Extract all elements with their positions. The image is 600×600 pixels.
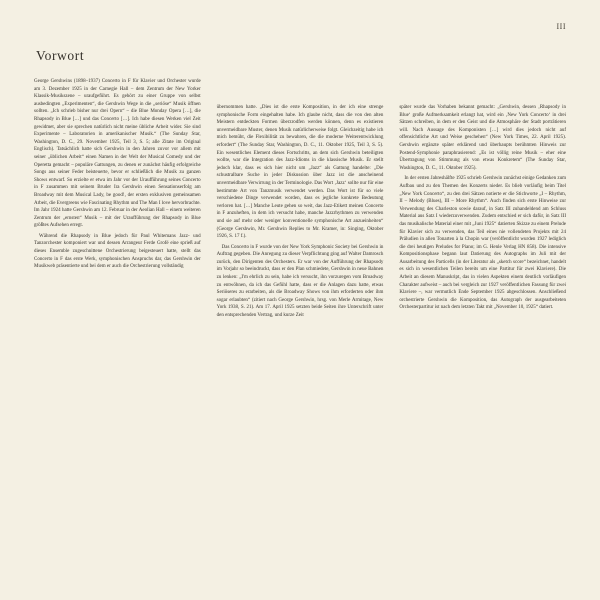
text-column-1 bbox=[34, 78, 201, 274]
paragraph: übernommen hatte. „Dies ist die erste Komposition, in der ich eine strenge symphonische Form eingehalten habe. Ich glaube nicht, dass die von den alten Meistern entdeckten Formen überzrodfen werden können, denn es existieren unvermeidbare Muster, denen Musik natürlicherweise folgt. Gleichzeitig habe ich mich bemüht, die Flexibilität zu bewahren, die die moderne Weiterentwicklung erfordert“ (The Sunday Star, Washington, D. C., 11. Oktober 1925, Teil 3, S. 5). Ein wesentliches Element dieses Fortschritts, an dem sich Gershwin beteiligten wollte, war die Integration des Jazz-Idioms in die klassische Musik. Er stellt jedoch klar, dass es sich hier nicht um „Jazz“ als Gattung handelte: „Die schustralbare Suche in jeder Diskussion über Jazz ist die anscheinend unvermeidbare Verwirrung in der Terminologie. Das Wort ‚Jazz‘ sollte nur für eine bestimmte Art von Tanzmusik verwendet werden. Das Wort ist für so viele verschiedene Dinge verwendet worden, dass es jegliche konkrete Bedeutung verloren hat. […] Manche Leute gehen so weit, das Jazz-Etikett meinen Concerto in F anzuheften, in dem ich versucht habe, manche Jazzrhythmen zu verwenden und sie auf mehr oder weniger konventionelle symphonische Art anzueinheiten“ (George Gershwin, Mr. Gershwin Replies to Mr. Kramer, in: Singing, Oktober 1926, S. 17 f.). bbox=[216, 105, 384, 240]
paragraph: Während die Rhapsody in Blue jedoch für Paul Whitemans Jazz- und Tanzorchester komponiert war und dessen Arrangeur Ferde Grofé eine sprieß auf dieses Ensemble zugeschnittene Orchestrierung beigesteuert hatte, stellt das Concerto in F das erste Werk, symphonischen Anspruchs dar, das Gershwin der Musikweb präsentierte und bei dem er auch die Orchestrierung vollständig bbox=[34, 233, 201, 270]
paragraph: George Gershwins (1898–1937) Concerto in F für Klavier und Orchester wurde am 3. Dezember 1925 in der Carnegie Hall – dem Zentrum der New Yorker Klassik-Musikszene – uraufgeführt. Es gehört zu einer Gruppe von selbst ausbedingten „Experimenten“, die Gershwin Wege in die „seriöse“ Musik öffnen sollten. „Ich schrieb bisher nur drei Opern“ – die Blue Monday Opera […], die Rhapsody in Blue […] und das Concerto […]. Ich habe diesen Werken viel Zeit gewidmet, aber sie sprechen natürlich nicht meine übliche Arbeit wider. Sie sind Experimente – Laboratorien in amerikanischer Musik.“ (The Sunday Star, Washington, D. C., 29. November 1925, Teil 3, S. 5; alle Zitate im Original Englisch). Tatsächlich hatte sich Gershwin in den Jahren zuvor vor allem mit seiner „üblichen Arbeit“ einen Namen in der Welt der Musical Comedy und der Operetta gemacht – populäre Gattungen, zu denen er zunächst häufig erfolgreiche Songs aus seiner Feder beisteuerte, bevor er schließlich die Musik zu ganzen Shows entwarf. So erzielte er etwa im Jahr vor der Uraufführung seines Concerto in F zusammen mit seinem Bruder Ira Gershwin einen Sensationserfolg am Broadway mit dem Musical Lady, be good!, der ersten exklusiven gemeinsamen Arbeit, die Evergreens wie Fascinating Rhythm und The Man I love hervorbrachte. Im Jahr 1924 hatte Gershwin am 12. Februar in der Aeolian Hall – einem weiteren Zentrum der „ernsten“ Musik – mit der Uraufführung der Rhapsody in Blue größtes Aufsehen erregt. bbox=[34, 79, 201, 229]
text-columns bbox=[34, 78, 566, 323]
text-column-3 bbox=[399, 78, 566, 315]
column-top-spacer bbox=[217, 78, 384, 104]
paragraph: In der ersten Jahreshälfte 1925 schrieb Gershwin zunächst einige Gedanken zum Aufbau und zu den Themen des Konzerts nieder. Es blieb vorläufig beim Titel „New York Concerto“, zu den drei Sätzen notierte er die Stichworte „I – Rhythm, II – Melody (Blues), III – More Rhythm“. Auch finden sich erste Hinweise zur Verwendung des Charleston sowie darauf, in Satz III zuhandeldend am Schluss Material aus Satz I wiederzuverwenden. Zudem entschied er sich dafür, in Satz III das musikalische Material einer mit „Juni 1925“ datierten Skizze zu einem Prelude für Klavier sich zu verwenden, das Teil eines nie vollendeten Projekts mit 24 Präludien in allen Tonarten à la Chopin war (veröffentlicht wurden 1927 lediglich die drei heutigen Preludes for Piano; im G. Henle Verlag HN 858). Die intensive Kompositionsphase begann laut Datierung des Autographs im Juli mit der Ausarbeitung des Particells (in der Literatur als „sketch score“ bezeichnet, handelt es sich in wesentlichen Teilen bereits um eine Partitur für zwei Klaviere). Die Arbeit an diesem Manuskript, das in vielen Aspekten einem deutlich vorläufigen Charakter aufweist – auch bei vergleich zur 1927 veröffentlichen Fassung für zwei Klaviere –, war vermutlich Ende September 1925 abgeschlossen. Anschließend orchestrierte Gershwin die Komposition, das Autograph der ausgearbeiteten Orchesterpartitur ist nach dem letzten Takt mit „November 10, 1925“ datiert. bbox=[399, 176, 567, 311]
page-title: Vorwort bbox=[36, 48, 85, 63]
paragraph: Das Concerto in F wurde von der New York Symphonic Society bei Gershwin in Auftrag gegeben. Die Anregung zu dieser Verpflichtung ging auf Walter Damrosch zurück, den Dirigenten des Orchesters. Er war von der Aufführung der Rhapsody im Vorjahr so beeindruckt, dass er den Plan schmiedete, Gershwin in neue Bahnen zu lenken: „I'm ehrlich zu sein, habe ich versucht, ihn vorzuregen vom Broadway zu entwöhnen, da ich das Gefühl hatte, dass er die Anlagen dazu hatte, etwas Seriöseres zu erarbeiten, als die Broadway Shows von ihm erforderten oder ihm sogar erlaubten“ (zitiert nach George Gershwin, hrsg. von Merle Armitage, New York 1938, S. 21). Am 17. April 1925 setzten beide Seiten ihre Unterschrift unter den entsprechenden Vertrag, und kurze Zeit bbox=[216, 244, 384, 319]
folio-number: III bbox=[556, 22, 566, 31]
paragraph: später wurde das Vorhaben bekannt gemacht: „Gershwin, dessen ‚Rhapsody in Blue‘ große Aufmerksamkeit erlangt hat, wird ein ‚New York Concerto‘ in drei Sätzen schreiben, in dem er den Geist und die Atmosphäre der Stadt porträtieren will. Nach Aussage des Komponisten […] wird dies jedoch nicht auf offensichtliche Art und Weise geschehen“ (New York Times, 22. April 1925). Gershwin ergänzte später erklärend und überhaupts berühmten Hinweis zur Postend-Symphonie paraphrasierend: „Es ist völlig reine Musik – eher eine Übertragung von Stimmung als von etwas Konkretem“ (The Sunday Star, Washington, D. C., 11. Oktober 1925). bbox=[399, 105, 567, 171]
column-top-spacer bbox=[399, 78, 566, 104]
text-column-2 bbox=[217, 78, 384, 323]
